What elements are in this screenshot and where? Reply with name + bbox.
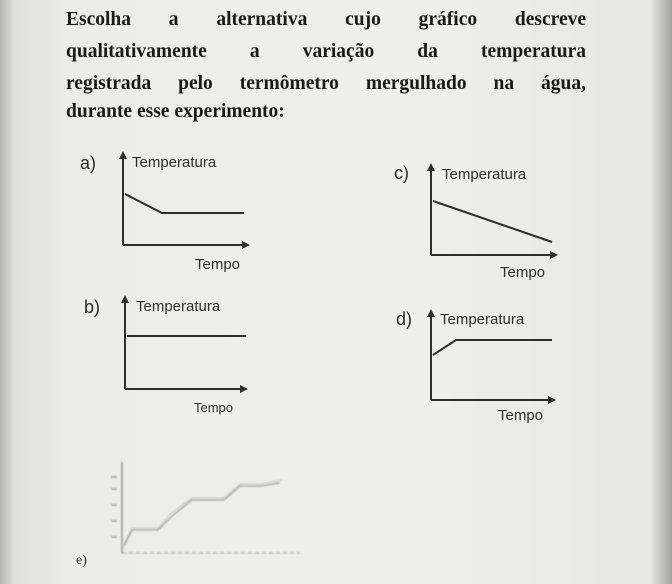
option-c-chart	[420, 160, 570, 285]
option-d-chart	[420, 306, 570, 431]
y-axis-tick-marks	[111, 476, 117, 538]
page-edge-shadow-right	[650, 0, 672, 584]
x-axis-label: Tempo	[500, 264, 546, 281]
temperature-curve	[433, 340, 552, 355]
option-b-graph[interactable]	[114, 292, 264, 417]
question-line-4: durante esse experimento:	[66, 101, 285, 122]
x-axis-arrow-icon	[548, 396, 556, 404]
x-axis-arrow-icon	[550, 251, 558, 259]
x-axis-label: Tempo	[498, 407, 544, 424]
x-axis-label: Tempo	[195, 256, 241, 273]
y-tick	[111, 520, 117, 522]
option-a-chart	[112, 148, 262, 273]
y-tick	[111, 488, 117, 490]
temperature-curve-shadow	[124, 480, 282, 544]
option-a-letter: a)	[80, 153, 97, 173]
page-edge-shadow-left	[0, 0, 14, 584]
option-d-letter: d)	[396, 309, 413, 329]
option-a-graph[interactable]	[112, 148, 262, 273]
option-c-letter: c)	[394, 163, 409, 183]
option-e-letter: e)	[76, 553, 87, 568]
y-axis-label: Temperatura	[442, 166, 527, 183]
option-b-chart	[114, 292, 264, 417]
y-axis-label: Temperatura	[136, 298, 221, 315]
option-b-letter: b)	[84, 297, 101, 317]
y-axis-label: Temperatura	[132, 154, 217, 171]
question-line-2: qualitativamente a variação da temperatura	[66, 41, 586, 62]
question-line-3: registrada pelo termômetro mergulhado na água,	[66, 73, 586, 94]
y-tick	[111, 476, 117, 478]
x-axis-label: Tempo	[194, 400, 234, 415]
x-axis-arrow-icon	[240, 385, 248, 393]
option-e-graph[interactable]	[100, 458, 320, 573]
y-axis-label: Temperatura	[440, 311, 525, 328]
temperature-curve	[124, 483, 280, 546]
option-c-graph[interactable]	[420, 160, 570, 285]
y-tick	[111, 504, 117, 506]
y-tick	[111, 536, 117, 538]
question-line-1: Escolha a alternativa cujo gráfico descreve	[66, 9, 586, 30]
temperature-curve	[433, 201, 552, 242]
x-axis-arrow-icon	[242, 241, 250, 249]
option-e-chart	[100, 458, 320, 568]
option-d-graph[interactable]	[420, 306, 570, 431]
temperature-curve	[125, 194, 244, 213]
